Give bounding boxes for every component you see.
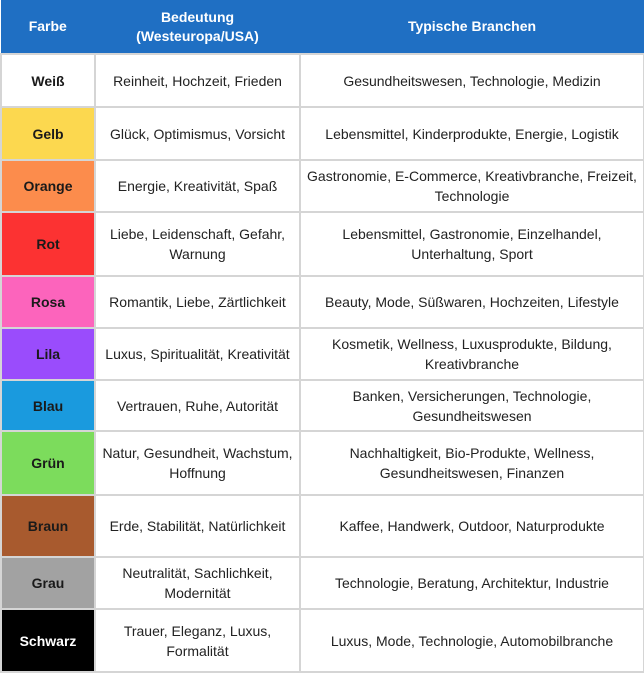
table-row [1,495,644,557]
industries-cell: Kaffee, Handwerk, Outdoor, Naturprodukte [300,495,644,557]
color-swatch-cell: Schwarz [1,609,95,672]
meaning-cell: Liebe, Leidenschaft, Gefahr, Warnung [95,212,300,276]
industries-cell: Luxus, Mode, Technologie, Automobilbranche [300,609,644,672]
header-row [1,0,644,54]
table-row [1,160,644,212]
table-row [1,380,644,431]
industries-cell: Beauty, Mode, Süßwaren, Hochzeiten, Lifestyle [300,276,644,328]
industries-cell: Technologie, Beratung, Architektur, Industrie [300,557,644,609]
table-row [1,557,644,609]
table-row [1,107,644,160]
meaning-cell: Trauer, Eleganz, Luxus, Formalität [95,609,300,672]
color-swatch-cell: Blau [1,380,95,431]
industries-cell: Lebensmittel, Kinderprodukte, Energie, Logistik [300,107,644,160]
meaning-cell: Romantik, Liebe, Zärtlichkeit [95,276,300,328]
color-swatch-cell: Rosa [1,276,95,328]
table-row [1,212,644,276]
table-row [1,431,644,495]
table-header [1,0,644,54]
meaning-cell: Glück, Optimismus, Vorsicht [95,107,300,160]
table-row [1,609,644,672]
industries-cell: Lebensmittel, Gastronomie, Einzelhandel, Unterhaltung, Sport [300,212,644,276]
header-meaning-line1: Bedeutung [160,8,235,25]
meaning-cell: Erde, Stabilität, Natürlichkeit [95,495,300,557]
color-swatch-cell: Braun [1,495,95,557]
header-color: Farbe [1,0,95,54]
industries-cell: Gesundheitswesen, Technologie, Medizin [300,54,644,107]
industries-cell: Banken, Versicherungen, Technologie, Gesundheitswesen [300,380,644,431]
header-meaning [95,0,300,54]
industries-cell: Nachhaltigkeit, Bio-Produkte, Wellness, Gesundheitswesen, Finanzen [300,431,644,495]
industries-cell: Gastronomie, E-Commerce, Kreativbranche, Freizeit, Technologie [300,160,644,212]
color-swatch-cell: Grau [1,557,95,609]
table-row [1,276,644,328]
color-swatch-cell: Grün [1,431,95,495]
header-meaning-line2: (Westeuropa/USA) [136,27,259,44]
color-swatch-cell: Weiß [1,54,95,107]
table-row [1,54,644,107]
meaning-cell: Energie, Kreativität, Spaß [95,160,300,212]
header-industries: Typische Branchen [300,0,644,54]
meaning-cell: Vertrauen, Ruhe, Autorität [95,380,300,431]
meaning-cell: Luxus, Spiritualität, Kreativität [95,328,300,380]
color-swatch-cell: Orange [1,160,95,212]
color-swatch-cell: Gelb [1,107,95,160]
industries-cell: Kosmetik, Wellness, Luxusprodukte, Bildung, Kreativbranche [300,328,644,380]
meaning-cell: Neutralität, Sachlichkeit, Modernität [95,557,300,609]
table-body [1,54,644,672]
table-row [1,328,644,380]
meaning-cell: Natur, Gesundheit, Wachstum, Hoffnung [95,431,300,495]
meaning-cell: Reinheit, Hochzeit, Frieden [95,54,300,107]
color-swatch-cell: Rot [1,212,95,276]
color-swatch-cell: Lila [1,328,95,380]
